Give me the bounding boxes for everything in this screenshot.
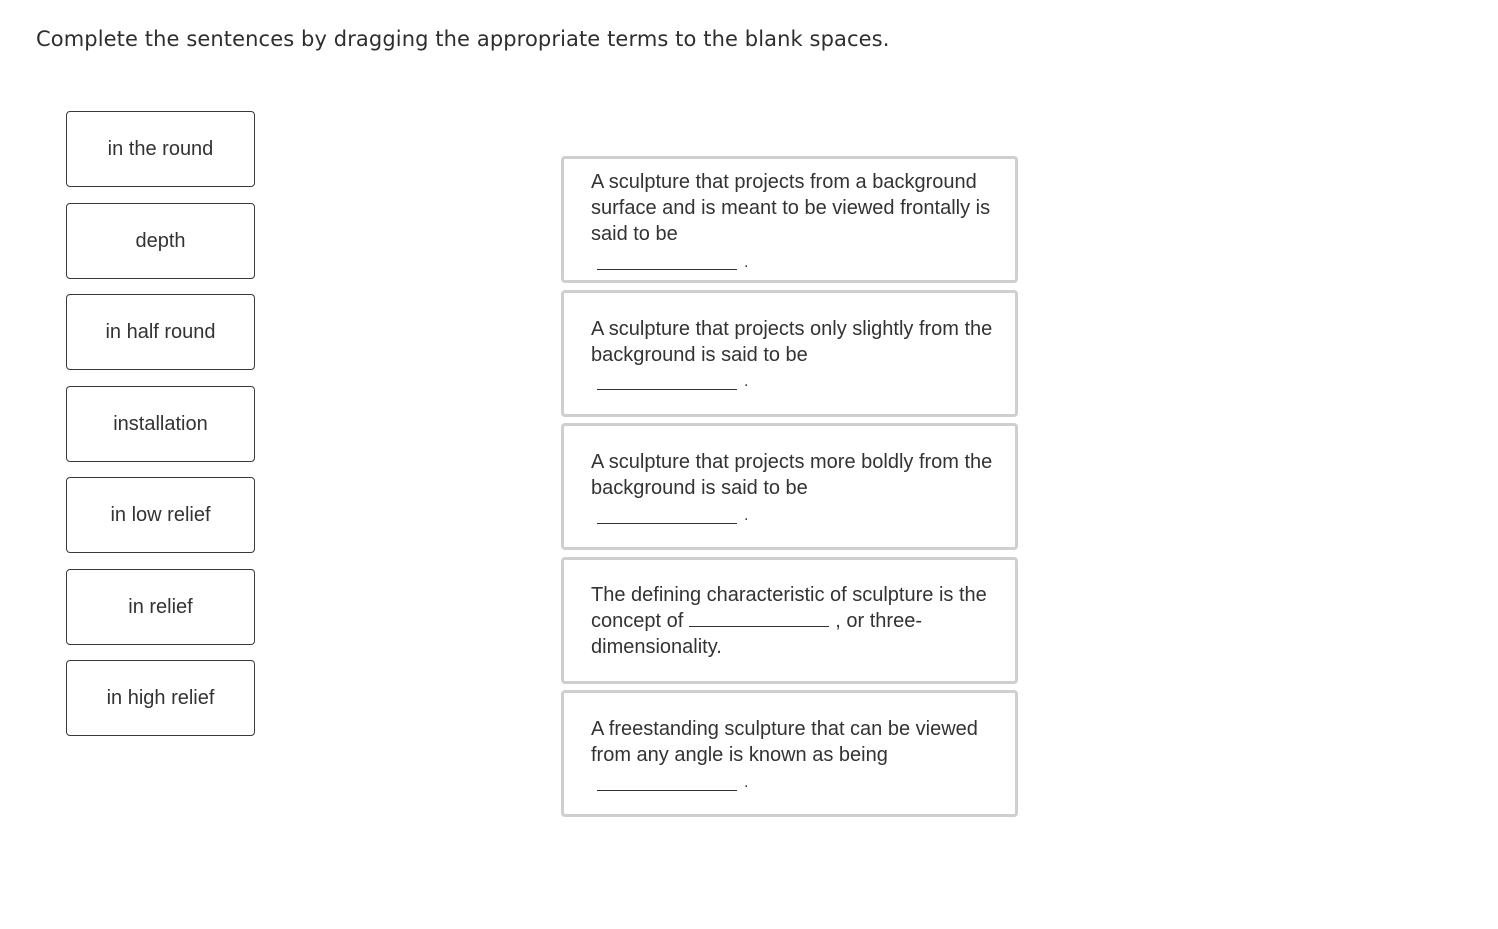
term-label: in relief (128, 595, 193, 618)
term-installation[interactable] (66, 386, 255, 462)
sentence-card (561, 690, 1018, 817)
sentence-text: A freestanding sculpture that can be viewed from any angle is known as being (591, 718, 978, 766)
term-label: depth (135, 229, 186, 252)
term-in-half-round[interactable] (66, 294, 255, 370)
sentence-card (561, 557, 1018, 684)
sentence-period: . (744, 507, 749, 524)
term-in-the-round[interactable] (66, 111, 255, 187)
sentence-text: A sculpture that projects more boldly from the background is said to be (591, 451, 993, 499)
drop-blank[interactable] (597, 388, 737, 390)
sentence-card (561, 290, 1018, 417)
drop-blank[interactable] (597, 522, 737, 524)
sentence-text-after: , or three-dimensionality. (591, 610, 922, 658)
drop-blank[interactable] (689, 612, 829, 627)
sentence-text: A sculpture that projects only slightly from the background is said to be (591, 318, 993, 366)
term-in-low-relief[interactable] (66, 477, 255, 553)
sentence-text: A sculpture that projects from a background surface and is meant to be viewed frontally is said to be (591, 171, 991, 245)
drop-blank[interactable] (597, 789, 737, 791)
term-depth[interactable] (66, 203, 255, 279)
term-label: in the round (107, 137, 214, 160)
sentence-period: . (744, 373, 749, 390)
sentence-text-before: The defining characteristic of sculpture is the concept of (591, 584, 987, 632)
sentence-text (591, 582, 995, 660)
term-label: in low relief (110, 503, 211, 526)
term-in-relief[interactable] (66, 569, 255, 645)
term-label: installation (113, 412, 208, 435)
term-label: in high relief (106, 686, 215, 709)
sentence-period: . (744, 774, 749, 791)
term-in-high-relief[interactable] (66, 660, 255, 736)
sentence-card (561, 423, 1018, 550)
instructions-text: Complete the sentences by dragging the appropriate terms to the blank spaces. (36, 27, 890, 51)
sentence-card (561, 156, 1018, 283)
term-label: in half round (105, 320, 216, 343)
sentence-period: . (744, 254, 749, 271)
drop-blank[interactable] (597, 268, 737, 270)
